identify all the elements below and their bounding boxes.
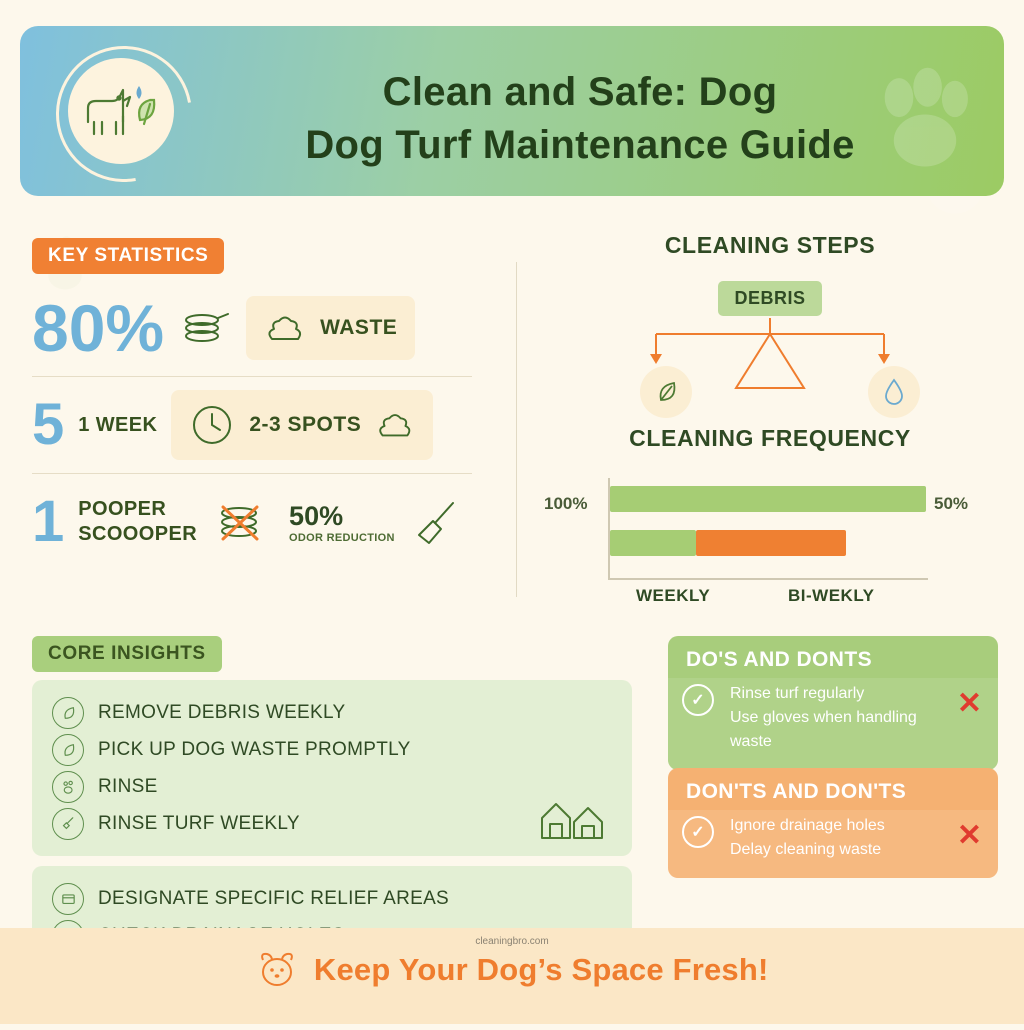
donts-card-body xyxy=(668,810,998,878)
check-icon: ✓ xyxy=(682,684,714,716)
key-statistics-section xyxy=(32,238,502,570)
list-item xyxy=(52,731,612,768)
section-separator xyxy=(516,262,517,597)
cleaning-frequency-chart xyxy=(540,425,1000,605)
poop-icon xyxy=(375,406,415,444)
list-item-label: PICK UP DOG WASTE PROMPTLY xyxy=(98,738,411,760)
stat-label-1-week: 1 WEEK xyxy=(78,413,158,436)
donts-line-2: Delay cleaning waste xyxy=(730,841,882,858)
odor-percent: 50% xyxy=(289,500,344,531)
footer-message: Keep Your Dog’s Space Fresh! xyxy=(313,952,769,987)
stat-value-80: 80% xyxy=(32,291,165,365)
chart-bar-weekly-top xyxy=(610,486,926,512)
chart-title: CLEANING FREQUENCY xyxy=(629,425,911,451)
chart-left-label: 100% xyxy=(544,494,588,513)
donts-card-title: DON'TS AND DON'TS xyxy=(686,780,907,803)
list-item-label: RINSE TURF WEEKLY xyxy=(98,812,300,834)
leaf-icon xyxy=(52,734,84,766)
clock-icon xyxy=(189,402,235,448)
debris-node: DEBRIS xyxy=(718,281,821,316)
dos-line-2: Use gloves when handling waste xyxy=(730,709,917,750)
leaf-icon xyxy=(652,378,680,406)
leaf-icon xyxy=(52,697,84,729)
donts-card xyxy=(668,768,998,878)
odor-reduction-block xyxy=(289,501,395,544)
x-icon: ✕ xyxy=(956,687,982,720)
logo-badge xyxy=(68,58,174,164)
page-title xyxy=(210,66,950,172)
chart-tick-biweekly: BI-WEKLY xyxy=(788,586,875,605)
stat-row xyxy=(32,474,502,570)
stat-value-5: 5 xyxy=(32,392,65,457)
page-title-line2: Dog Turf Maintenance Guide xyxy=(305,122,855,167)
chart-bar-biweekly xyxy=(696,530,846,556)
stat-label-line1: POOPER xyxy=(78,498,167,520)
list-item-label: DESIGNATE SPECIFIC RELIEF AREAS xyxy=(98,887,450,909)
stat-row xyxy=(32,377,502,473)
hose-crossed-icon xyxy=(211,497,275,547)
waste-tile xyxy=(246,296,415,360)
chart-x-axis xyxy=(608,578,928,580)
x-icon: ✕ xyxy=(956,819,982,852)
dos-card-body xyxy=(668,678,998,770)
chart-tick-weekly: WEEKLY xyxy=(636,586,711,605)
chart-right-label: 50% xyxy=(934,494,969,513)
list-item xyxy=(52,805,612,842)
stat-label-pooper-scooper xyxy=(78,497,197,547)
check-icon: ✓ xyxy=(682,816,714,848)
list-item xyxy=(52,880,612,917)
chart-plot-area xyxy=(540,478,1000,605)
box-icon xyxy=(52,883,84,915)
odor-caption: ODOR REDUCTION xyxy=(289,531,395,544)
houses-icon xyxy=(538,796,608,842)
chart-bar-weekly xyxy=(610,530,696,556)
brush-icon xyxy=(52,808,84,840)
dos-card xyxy=(668,636,998,770)
hose-icon xyxy=(178,306,232,350)
footer-content xyxy=(0,936,1024,990)
list-item-label: RINSE xyxy=(98,775,158,797)
footer-brand: cleaningbro.com xyxy=(475,936,549,947)
cleaning-steps-title: CLEANING STEPS xyxy=(664,232,876,258)
step-water-node xyxy=(868,366,920,418)
cleaning-steps-section xyxy=(540,232,1000,426)
dog-leaf-icon xyxy=(78,76,164,146)
dog-face-icon xyxy=(255,950,299,990)
dos-line-1: Rinse turf regularly xyxy=(730,685,865,702)
key-statistics-badge: KEY STATISTICS xyxy=(32,238,224,274)
spots-tile xyxy=(171,390,433,460)
dos-card-title: DO'S AND DONTS xyxy=(686,648,872,671)
scoop-icon xyxy=(409,497,463,547)
water-drop-icon xyxy=(882,377,906,407)
list-item xyxy=(52,768,612,805)
list-item xyxy=(52,694,612,731)
footer-banner xyxy=(0,928,1024,1024)
waste-tile-label: WASTE xyxy=(320,316,398,339)
core-insights-badge: CORE INSIGHTS xyxy=(32,636,222,672)
header-banner xyxy=(20,26,1004,196)
core-insights-section xyxy=(32,636,632,968)
stat-row xyxy=(32,280,502,376)
poop-icon xyxy=(264,308,306,348)
spots-tile-label: 2-3 SPOTS xyxy=(249,413,362,436)
donts-line-1: Ignore drainage holes xyxy=(730,817,885,834)
paw-icon xyxy=(52,771,84,803)
page-title-line1: Clean and Safe: Dog xyxy=(382,70,778,114)
stat-label-line2: SCOOOPER xyxy=(78,523,198,545)
step-leaf-node xyxy=(640,366,692,418)
stat-value-1: 1 xyxy=(32,489,65,554)
list-item-label: REMOVE DEBRIS WEEKLY xyxy=(98,701,346,723)
core-insights-group-primary xyxy=(32,680,632,856)
